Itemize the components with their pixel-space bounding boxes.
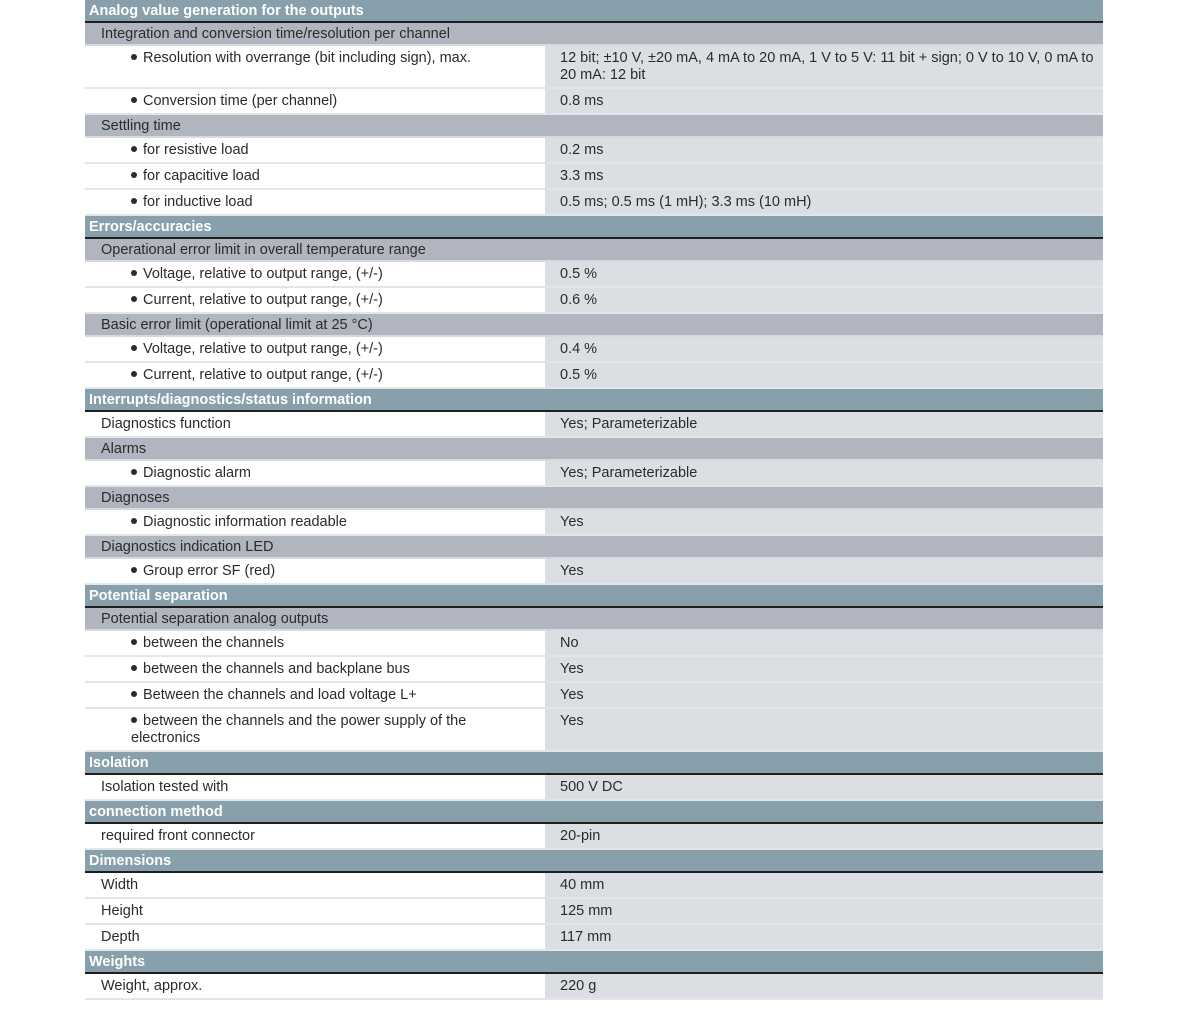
spec-value: 12 bit; ±10 V, ±20 mA, 4 mA to 20 mA, 1 V to 5 V: 11 bit + sign; 0 V to 10 V, 0 mA to 20 mA: 12 bit <box>560 50 1094 83</box>
bullet-icon <box>131 691 137 697</box>
spec-value-cell <box>545 412 1103 436</box>
spec-row <box>85 510 1103 536</box>
spec-label-cell <box>85 461 545 485</box>
spec-row <box>85 46 1103 89</box>
group-row <box>85 487 1103 510</box>
spec-label: Isolation tested with <box>101 779 229 795</box>
spec-label: for resistive load <box>143 142 249 158</box>
spec-label-cell <box>85 709 545 750</box>
spec-value: 220 g <box>560 978 597 994</box>
spec-label: Resolution with overrange (bit including sign), max. <box>143 50 472 66</box>
spec-value-cell <box>545 288 1103 312</box>
spec-value: 0.6 % <box>560 292 598 308</box>
section-title: Interrupts/diagnostics/status information <box>89 392 372 408</box>
group-row <box>85 314 1103 337</box>
section-title: Potential separation <box>89 588 228 604</box>
spec-row <box>85 363 1103 389</box>
spec-row <box>85 974 1103 1000</box>
bullet-icon <box>131 296 137 302</box>
group-label: Alarms <box>101 441 147 457</box>
spec-row <box>85 824 1103 850</box>
spec-label: Depth <box>101 929 140 945</box>
spec-label: Between the channels and load voltage L+ <box>143 687 417 703</box>
spec-label: Width <box>101 877 139 893</box>
section-title: Analog value generation for the outputs <box>89 3 364 19</box>
bullet-icon <box>131 270 137 276</box>
spec-value-cell <box>545 974 1103 998</box>
spec-label-cell <box>85 89 545 113</box>
section-header <box>85 0 1103 23</box>
spec-label-cell <box>85 873 545 897</box>
bullet-icon <box>131 97 137 103</box>
spec-label: Current, relative to output range, (+/-) <box>143 292 383 308</box>
bullet-icon <box>131 371 137 377</box>
section-header <box>85 389 1103 412</box>
spec-value-cell <box>545 824 1103 848</box>
spec-label: Weight, approx. <box>101 978 203 994</box>
spec-value-cell <box>545 138 1103 162</box>
spec-label-cell <box>85 288 545 312</box>
spec-label-cell <box>85 974 545 998</box>
spec-value-cell <box>545 925 1103 949</box>
group-label: Operational error limit in overall temperature range <box>101 242 426 258</box>
bullet-icon <box>131 146 137 152</box>
bullet-icon <box>131 172 137 178</box>
spec-label: for inductive load <box>143 194 253 210</box>
spec-row <box>85 138 1103 164</box>
spec-label-cell <box>85 46 545 87</box>
group-label: Basic error limit (operational limit at 25 °C) <box>101 317 373 333</box>
section-title: Dimensions <box>89 853 172 869</box>
group-label: Potential separation analog outputs <box>101 611 329 627</box>
spec-row <box>85 337 1103 363</box>
spec-label-cell <box>85 899 545 923</box>
spec-row <box>85 657 1103 683</box>
spec-row <box>85 899 1103 925</box>
spec-label: Diagnostic alarm <box>143 465 251 481</box>
spec-value: Yes <box>560 563 584 579</box>
spec-value: 500 V DC <box>560 779 623 795</box>
spec-value-cell <box>545 164 1103 188</box>
bullet-icon <box>131 567 137 573</box>
spec-row <box>85 190 1103 216</box>
spec-value: 125 mm <box>560 903 613 919</box>
spec-value: 3.3 ms <box>560 168 604 184</box>
spec-value-cell <box>545 510 1103 534</box>
bullet-icon <box>131 54 137 60</box>
spec-value-cell <box>545 461 1103 485</box>
spec-label-cell <box>85 775 545 799</box>
spec-value-cell <box>545 657 1103 681</box>
spec-label: Current, relative to output range, (+/-) <box>143 367 383 383</box>
spec-label: Voltage, relative to output range, (+/-) <box>143 266 383 282</box>
spec-value: 40 mm <box>560 877 605 893</box>
spec-value-cell <box>545 363 1103 387</box>
spec-value-cell <box>545 631 1103 655</box>
spec-label: required front connector <box>101 828 255 844</box>
section-header <box>85 951 1103 974</box>
spec-value-cell <box>545 262 1103 286</box>
spec-value: Yes <box>560 713 584 729</box>
spec-value-cell <box>545 873 1103 897</box>
section-header <box>85 752 1103 775</box>
spec-value-cell <box>545 190 1103 214</box>
spec-label: Conversion time (per channel) <box>143 93 338 109</box>
spec-label-cell <box>85 262 545 286</box>
spec-row <box>85 709 1103 752</box>
spec-row <box>85 775 1103 801</box>
spec-label-cell <box>85 363 545 387</box>
group-label: Settling time <box>101 118 181 134</box>
spec-value: Yes; Parameterizable <box>560 465 698 481</box>
section-title: Errors/accuracies <box>89 219 212 235</box>
group-row <box>85 608 1103 631</box>
spec-row <box>85 559 1103 585</box>
spec-row <box>85 461 1103 487</box>
spec-label-cell <box>85 559 545 583</box>
bullet-icon <box>131 639 137 645</box>
bullet-icon <box>131 198 137 204</box>
group-label: Diagnostics indication LED <box>101 539 274 555</box>
section-title: connection method <box>89 804 223 820</box>
spec-label-cell <box>85 631 545 655</box>
bullet-icon <box>131 518 137 524</box>
spec-value: 0.5 % <box>560 266 598 282</box>
spec-value-cell <box>545 559 1103 583</box>
spec-label-cell <box>85 925 545 949</box>
spec-row <box>85 925 1103 951</box>
group-row <box>85 438 1103 461</box>
spec-label-cell <box>85 657 545 681</box>
spec-table <box>85 0 1103 1000</box>
section-header <box>85 216 1103 239</box>
spec-value: Yes; Parameterizable <box>560 416 698 432</box>
spec-value: 0.5 ms; 0.5 ms (1 mH); 3.3 ms (10 mH) <box>560 194 812 210</box>
spec-label-cell <box>85 190 545 214</box>
bullet-icon <box>131 345 137 351</box>
section-header <box>85 585 1103 608</box>
spec-label-cell <box>85 164 545 188</box>
spec-label: for capacitive load <box>143 168 260 184</box>
section-header <box>85 850 1103 873</box>
spec-label-cell <box>85 824 545 848</box>
spec-label: between the channels and the power supply of the electronics <box>131 713 467 746</box>
spec-value-cell <box>545 899 1103 923</box>
spec-row <box>85 631 1103 657</box>
spec-value-cell <box>545 337 1103 361</box>
spec-value: 0.5 % <box>560 367 598 383</box>
section-title: Isolation <box>89 755 149 771</box>
group-row <box>85 23 1103 46</box>
spec-label-cell <box>85 337 545 361</box>
spec-value-cell <box>545 683 1103 707</box>
spec-row <box>85 89 1103 115</box>
bullet-icon <box>131 469 137 475</box>
spec-row <box>85 262 1103 288</box>
spec-label-cell <box>85 138 545 162</box>
section-header <box>85 801 1103 824</box>
group-label: Integration and conversion time/resolution per channel <box>101 26 451 42</box>
spec-row <box>85 683 1103 709</box>
spec-value: 117 mm <box>560 929 612 945</box>
spec-label: Diagnostics function <box>101 416 231 432</box>
group-label: Diagnoses <box>101 490 170 506</box>
group-row <box>85 115 1103 138</box>
bullet-icon <box>131 717 137 723</box>
spec-label: Voltage, relative to output range, (+/-) <box>143 341 383 357</box>
section-title: Weights <box>89 954 146 970</box>
group-row <box>85 239 1103 262</box>
spec-row <box>85 412 1103 438</box>
spec-label-cell <box>85 412 545 436</box>
spec-label: Height <box>101 903 143 919</box>
spec-value: 0.2 ms <box>560 142 604 158</box>
spec-label: Diagnostic information readable <box>143 514 347 530</box>
spec-label: between the channels and backplane bus <box>143 661 410 677</box>
spec-value-cell <box>545 709 1103 750</box>
spec-value: 0.4 % <box>560 341 598 357</box>
spec-row <box>85 873 1103 899</box>
spec-value: Yes <box>560 687 584 703</box>
spec-value-cell <box>545 46 1103 87</box>
spec-row <box>85 164 1103 190</box>
spec-label-cell <box>85 683 545 707</box>
spec-row <box>85 288 1103 314</box>
spec-value: Yes <box>560 514 584 530</box>
bullet-icon <box>131 665 137 671</box>
spec-value: 0.8 ms <box>560 93 604 109</box>
spec-label: Group error SF (red) <box>143 563 276 579</box>
spec-value-cell <box>545 775 1103 799</box>
spec-value: No <box>560 635 579 651</box>
spec-label: between the channels <box>143 635 285 651</box>
spec-value-cell <box>545 89 1103 113</box>
group-row <box>85 536 1103 559</box>
spec-value: Yes <box>560 661 584 677</box>
spec-label-cell <box>85 510 545 534</box>
spec-value: 20-pin <box>560 828 601 844</box>
